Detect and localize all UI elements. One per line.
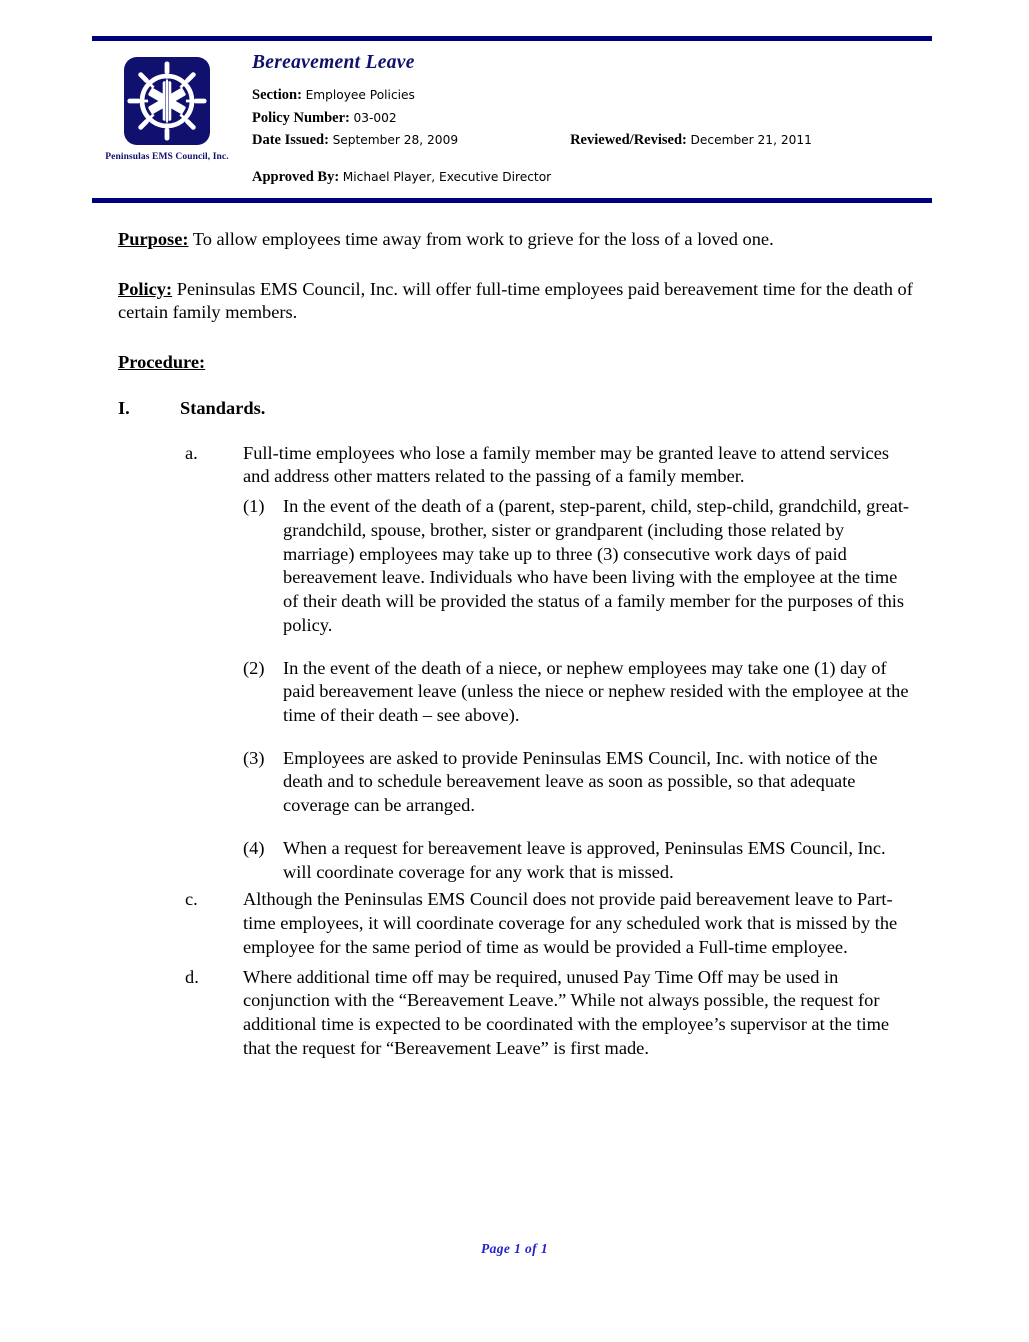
document-header [92,36,932,203]
section-heading-standards [118,397,918,421]
list-marker-3: (3) [243,747,265,768]
document-content [118,228,918,1067]
date-issued-label: Date Issued: [252,132,329,149]
list-text-3: Employees are asked to provide Peninsulas EMS Council, Inc. with notice of the death and to schedule bereavement leave as soon as possible, so that adequate coverage can be arranged. [283,747,878,816]
policy-paragraph [118,278,918,325]
date-issued-field [252,129,458,151]
list-item-1 [118,495,918,637]
policy-number-label: Policy Number: [252,109,350,126]
list-text-2: In the event of the death of a niece, or nephew employees may take one (1) day of paid bereavement leave (unless the niece or nephew resided with the employee at the time of their death – see above). [283,657,909,726]
policy-number-field [252,107,932,129]
reviewed-revised-field [570,129,812,151]
section-value: Employee Policies [305,88,415,103]
list-text-4: When a request for bereavement leave is approved, Peninsulas EMS Council, Inc. will coordinate coverage for any work that is missed. [283,837,886,882]
document-footer [0,1240,1029,1258]
list-item-a [118,442,918,489]
purpose-text: To allow employees time away from work to grieve for the loss of a loved one. [188,229,774,249]
list-item-d [118,966,918,1061]
policy-number-value: 03-002 [353,110,397,125]
policy-label: Policy: [118,278,173,299]
list-marker-4: (4) [243,837,265,858]
list-marker-d: d. [185,966,199,987]
purpose-paragraph [118,228,918,252]
list-item-3 [118,747,918,818]
section-label: Section: [252,87,302,104]
approved-by-value: Michael Player, Executive Director [342,170,552,185]
list-marker-a: a. [185,442,198,463]
list-text-d: Where additional time off may be required, unused Pay Time Off may be used in conjunction with the “Bereavement Leave.” While not always possible, the request for additional time is expected to be coordinated with the employee’s supervisor at the time that the request for “Bereavement Leave” is first made. [243,966,890,1058]
list-item-2 [118,657,918,728]
list-marker-1: (1) [243,496,265,517]
list-text-c: Although the Peninsulas EMS Council does not provide paid bereavement leave to Part-time employees, it will coordinate coverage for any scheduled work that is missed by the employee for the same period of time as would be provided a Full-time employee. [243,889,898,957]
policy-text: Peninsulas EMS Council, Inc. will offer full-time employees paid bereavement time for the death of certain family members. [118,278,913,323]
header-body [92,41,932,198]
page-title: Bereavement Leave [252,52,415,73]
list-item-4 [118,837,918,884]
organization-name-caption: Peninsulas EMS Council, Inc. [105,152,229,162]
date-issued-value: September 28, 2009 [332,133,459,148]
page-number: Page 1 of 1 [480,1241,548,1256]
list-text-a: Full-time employees who lose a family member may be granted leave to attend services and address other matters related to the passing of a family member. [243,442,890,487]
section-marker: I. [118,397,130,418]
ems-ships-wheel-star-of-life-icon [124,57,210,145]
section-title: Standards. [180,397,266,418]
reviewed-revised-label: Reviewed/Revised: [570,132,687,149]
list-marker-2: (2) [243,657,265,678]
header-meta-block [242,52,932,189]
section-field [252,84,932,106]
purpose-label: Purpose: [118,229,189,249]
reviewed-revised-value: December 21, 2011 [690,133,812,148]
list-item-c [118,888,918,959]
approved-by-field [252,166,932,188]
organization-logo-block [92,52,242,162]
list-marker-c: c. [185,889,198,910]
procedure-label: Procedure: [118,352,206,373]
header-bottom-rule [92,198,932,203]
approved-by-label: Approved By: [252,169,340,186]
date-issued-row [252,129,932,151]
list-text-1: In the event of the death of a (parent, step-parent, child, step-child, grandchild, great-grandchild, spouse, brother, sister or grandparent (including those related by marriage) employees may take up to three (3) consecutive work days of paid bereavement leave. Individuals who have been living with the employee at the time of their death will be provided the status of a family member for the purposes of this policy. [283,496,910,635]
